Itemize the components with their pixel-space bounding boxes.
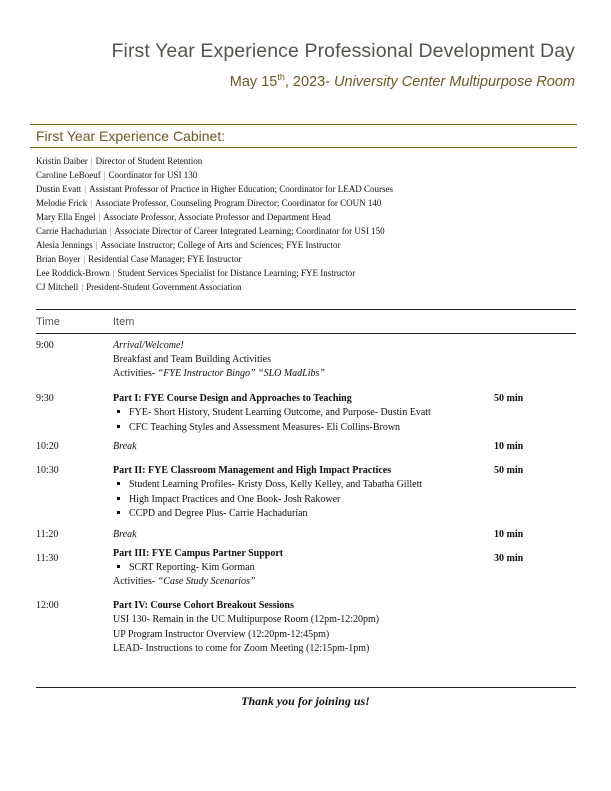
event-venue: University Center Multipurpose Room [330,74,575,90]
bullet-text: CCPD and Degree Plus- Carrie Hachadurian [129,508,308,519]
session-duration: 30 min [494,553,524,564]
bullet-text: SCRT Reporting- Kim Gorman [129,562,255,573]
bullet-text: FYE- Short History, Student Learning Outcome, and Purpose- Dustin Evatt [129,407,431,418]
break-label: Break [113,529,137,540]
time-cell: 11:20 [36,529,59,540]
cabinet-top-rule [30,124,577,125]
member-name: CJ Mitchell [36,282,79,292]
agenda-line: Arrival/Welcome! [113,340,184,351]
member-separator: | [90,198,93,208]
cabinet-member [36,252,393,266]
cabinet-member [36,154,393,168]
member-role: Director of Student Retention [95,156,203,166]
agenda-line: Breakfast and Team Building Activities [113,354,271,365]
member-name: Caroline LeBoeuf [36,170,101,180]
thank-you-note: Thank you for joining us! [241,694,370,708]
cabinet-member [36,224,393,238]
member-separator: | [90,156,93,166]
member-role: Coordinator for USI 130 [108,170,198,180]
event-year: , 2023- [284,74,331,90]
member-name: Alesia Jennings [36,240,93,250]
member-separator: | [95,240,98,250]
bullet-icon [117,511,120,514]
member-separator: | [103,170,106,180]
cabinet-member [36,196,393,210]
agenda-line: LEAD- Instructions to come for Zoom Meeting (12:15pm-1pm) [113,643,370,654]
bullet-text: CFC Teaching Styles and Assessment Measures- Eli Collins-Brown [129,422,401,433]
time-cell: 11:30 [36,553,59,564]
member-name: Kristin Daiber [36,156,88,166]
cabinet-member [36,280,393,294]
member-name: Dustin Evatt [36,184,82,194]
member-name: Mary Ella Engel [36,212,96,222]
cabinet-member [36,238,393,252]
time-cell: 12:00 [36,600,59,611]
cabinet-heading: First Year Experience Cabinet: [36,128,226,144]
schedule-bottom-rule [36,687,576,688]
member-separator: | [81,282,84,292]
member-role: Residential Case Manager; FYE Instructor [88,254,242,264]
session-title: Part I: FYE Course Design and Approaches to Teaching [113,393,352,404]
cabinet-member [36,168,393,182]
member-separator: | [109,226,112,236]
agenda-line: USI 130- Remain in the UC Multipurpose Room (12pm-12:20pm) [113,614,380,625]
bullet-icon [117,410,120,413]
column-header-time: Time [36,316,61,328]
session-duration: 50 min [494,465,524,476]
session-bullet [117,494,340,505]
cabinet-member [36,266,393,280]
activities-label: Activities- [113,368,158,379]
activities-value: “FYE Instructor Bingo” “SLO MadLibs” [157,368,325,379]
member-name: Carrie Hachadurian [36,226,107,236]
time-cell: 9:00 [36,340,54,351]
cabinet-member [36,182,393,196]
bullet-text: High Impact Practices and One Book- Josh Rakower [129,494,341,505]
member-separator: | [84,184,87,194]
session-bullet [117,407,431,418]
member-name: Melodie Frick [36,198,88,208]
member-role: Associate Director of Career Integrated Learning; Coordinator for USI 150 [114,226,385,236]
member-role: Associate Professor, Associate Professor and Department Head [103,212,331,222]
agenda-line [113,576,256,587]
cabinet-member-list [36,154,393,294]
session-duration: 10 min [494,441,524,452]
activities-label: Activities- [113,576,158,587]
schedule-top-rule [36,309,576,310]
session-bullet [117,508,308,519]
member-name: Brian Boyer [36,254,81,264]
cabinet-member [36,210,393,224]
page-title: First Year Experience Professional Development Day [111,40,575,62]
break-label: Break [113,441,137,452]
event-date: May 15 [229,74,278,90]
member-name: Lee Roddick-Brown [36,268,110,278]
bullet-text: Student Learning Profiles- Kristy Doss, Kelly Kelley, and Tabatha Gillett [129,479,423,490]
session-title: Part IV: Course Cohort Breakout Sessions [113,600,294,611]
event-date-venue [230,72,575,90]
member-separator: | [98,212,101,222]
session-duration: 10 min [494,529,524,540]
cabinet-bottom-rule [30,147,577,148]
time-cell: 10:20 [36,441,59,452]
bullet-icon [117,565,120,568]
member-role: Associate Professor, Counseling Program Director; Coordinator for COUN 140 [95,198,382,208]
agenda-line [113,368,325,379]
member-separator: | [112,268,115,278]
column-header-item: Item [113,316,135,328]
member-role: Associate Instructor; College of Arts and Sciences; FYE Instructor [100,240,341,250]
member-role: President-Student Government Association [86,282,242,292]
time-cell: 9:30 [36,393,54,404]
member-role: Assistant Professor of Practice in Higher Education; Coordinator for LEAD Courses [89,184,394,194]
session-duration: 50 min [494,393,524,404]
bullet-icon [117,497,120,500]
member-separator: | [83,254,86,264]
session-bullet [117,562,255,573]
session-bullet [117,422,400,433]
bullet-icon [117,482,120,485]
agenda-line: UP Program Instructor Overview (12:20pm-12:45pm) [113,629,330,640]
session-title: Part II: FYE Classroom Management and High Impact Practices [113,465,392,476]
schedule-header-rule [36,333,576,334]
event-date-suffix: th [277,72,285,82]
activities-value: “Case Study Scenarios” [157,576,256,587]
session-title: Part III: FYE Campus Partner Support [113,548,284,559]
time-cell: 10:30 [36,465,59,476]
member-role: Student Services Specialist for Distance Learning; FYE Instructor [117,268,356,278]
bullet-icon [117,425,120,428]
session-bullet [117,479,422,490]
